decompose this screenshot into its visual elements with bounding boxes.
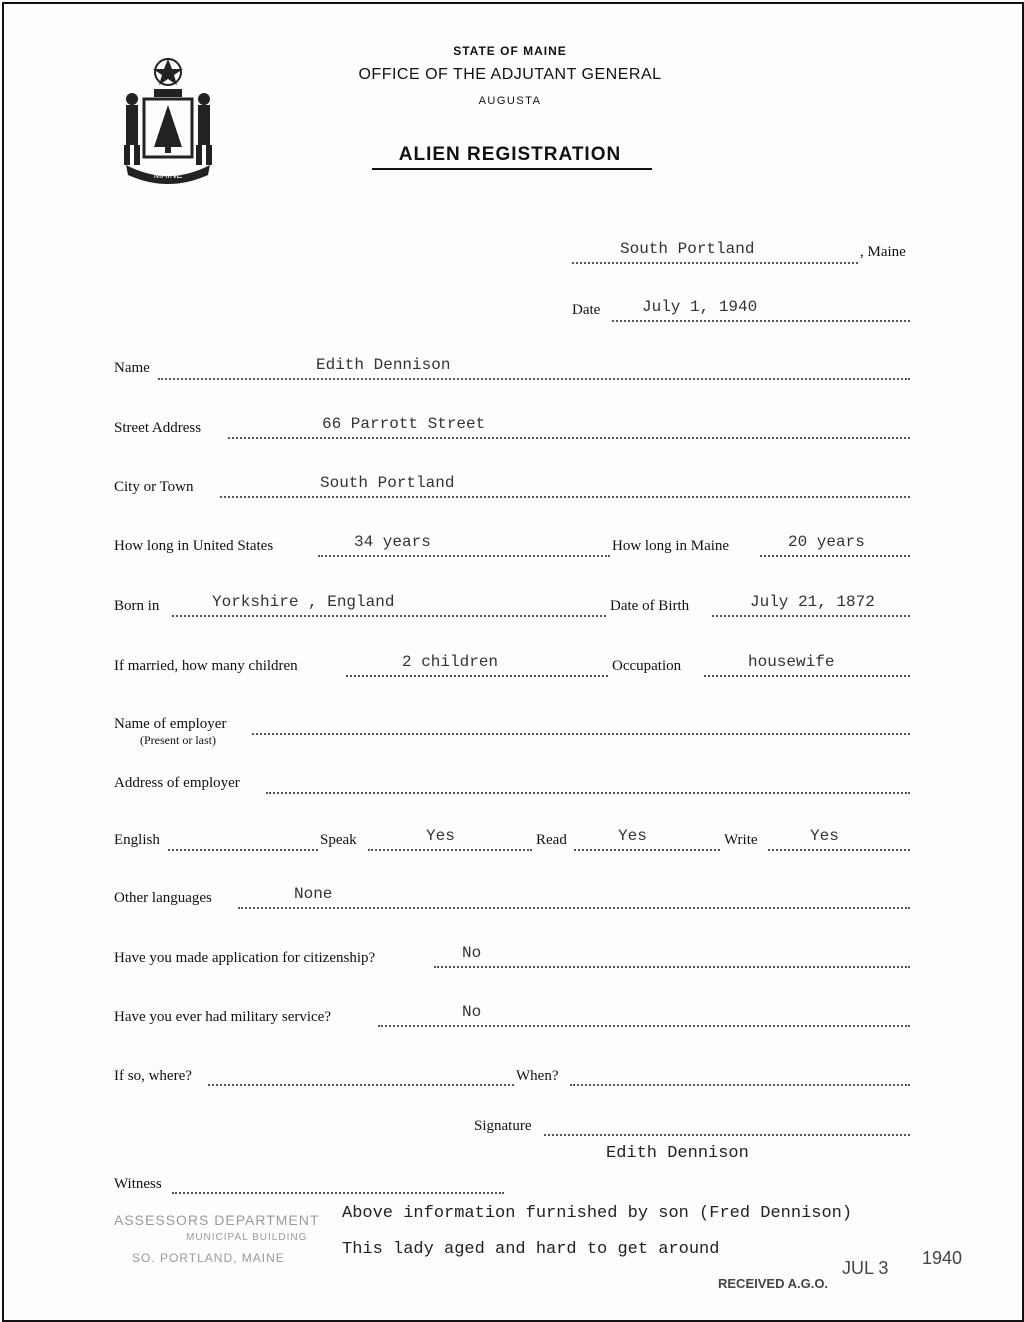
- where-line: [208, 1084, 514, 1086]
- title-underline: [372, 168, 652, 170]
- maine-state-seal-icon: [112, 55, 224, 185]
- citizenship-label: Have you made application for citizenship?: [114, 950, 376, 966]
- other-languages-line: [238, 907, 910, 909]
- english-label: English: [114, 832, 160, 848]
- signature-label: Signature: [474, 1118, 532, 1134]
- when-label: When?: [516, 1068, 559, 1084]
- received-stamp-date: JUL 3: [842, 1258, 889, 1278]
- city-value[interactable]: South Portland: [320, 474, 455, 492]
- date-value[interactable]: July 1, 1940: [642, 298, 758, 316]
- place-suffix: , Maine: [860, 244, 906, 260]
- name-label: Name: [114, 360, 150, 376]
- maine-years-value[interactable]: 20 years: [788, 533, 865, 551]
- note-line-1: Above information furnished by son (Fred Dennison): [342, 1204, 853, 1223]
- military-line: [378, 1025, 910, 1027]
- other-languages-label: Other languages: [114, 890, 212, 906]
- other-languages-value[interactable]: None: [294, 885, 333, 903]
- english-line: [168, 849, 318, 851]
- street-value[interactable]: 66 Parrott Street: [322, 415, 486, 433]
- assessor-stamp-line2: MUNICIPAL BUILDING: [186, 1232, 308, 1243]
- place-value[interactable]: South Portland: [620, 240, 755, 258]
- employer-name-line: [252, 733, 910, 735]
- military-value[interactable]: No: [462, 1003, 482, 1021]
- dob-value[interactable]: July 21, 1872: [750, 593, 875, 611]
- write-value[interactable]: Yes: [810, 827, 839, 845]
- born-in-label: Born in: [114, 598, 160, 614]
- speak-label: Speak: [320, 832, 357, 848]
- read-label: Read: [536, 832, 567, 848]
- read-value[interactable]: Yes: [618, 827, 647, 845]
- form-title: ALIEN REGISTRATION: [398, 144, 622, 165]
- maine-years-label: How long in Maine: [612, 538, 730, 554]
- military-label: Have you ever had military service?: [114, 1009, 331, 1025]
- born-in-value[interactable]: Yorkshire , England: [212, 593, 395, 611]
- assessor-stamp-line3: SO. PORTLAND, MAINE: [132, 1251, 285, 1265]
- occupation-value[interactable]: housewife: [748, 653, 835, 671]
- read-line: [574, 849, 720, 851]
- signature-line: [544, 1134, 910, 1136]
- write-line: [768, 849, 910, 851]
- name-line: [158, 378, 910, 380]
- city-heading: AUGUSTA: [478, 95, 542, 107]
- children-value[interactable]: 2 children: [402, 653, 499, 671]
- seal-text: MAINE: [153, 170, 183, 180]
- employer-address-line: [266, 792, 910, 794]
- employer-name-sublabel: (Present or last): [140, 733, 216, 747]
- office-heading: OFFICE OF THE ADJUTANT GENERAL: [358, 66, 662, 83]
- assessor-stamp-line1: ASSESSORS DEPARTMENT: [114, 1212, 320, 1228]
- note-line-2: This lady aged and hard to get around: [342, 1240, 720, 1259]
- occupation-label: Occupation: [612, 658, 682, 674]
- employer-address-label: Address of employer: [114, 775, 240, 791]
- where-label: If so, where?: [114, 1068, 192, 1084]
- citizenship-value[interactable]: No: [462, 944, 482, 962]
- write-label: Write: [724, 832, 758, 848]
- witness-label: Witness: [114, 1176, 162, 1192]
- when-line: [570, 1084, 910, 1086]
- received-stamp-text: RECEIVED A.G.O.: [718, 1276, 829, 1291]
- name-value[interactable]: Edith Dennison: [316, 356, 451, 374]
- city-label: City or Town: [114, 479, 194, 495]
- employer-name-label: Name of employer: [114, 716, 227, 732]
- date-label: Date: [572, 302, 601, 318]
- children-label: If married, how many children: [114, 658, 298, 674]
- speak-value[interactable]: Yes: [426, 827, 455, 845]
- citizenship-line: [434, 966, 910, 968]
- dob-label: Date of Birth: [610, 598, 690, 614]
- street-label: Street Address: [114, 420, 202, 436]
- signature-value[interactable]: Edith Dennison: [606, 1144, 749, 1163]
- received-stamp-year: 1940: [922, 1248, 963, 1268]
- us-years-value[interactable]: 34 years: [354, 533, 431, 551]
- state-heading: STATE OF MAINE: [453, 44, 567, 58]
- witness-line: [172, 1192, 504, 1194]
- us-years-label: How long in United States: [114, 538, 274, 554]
